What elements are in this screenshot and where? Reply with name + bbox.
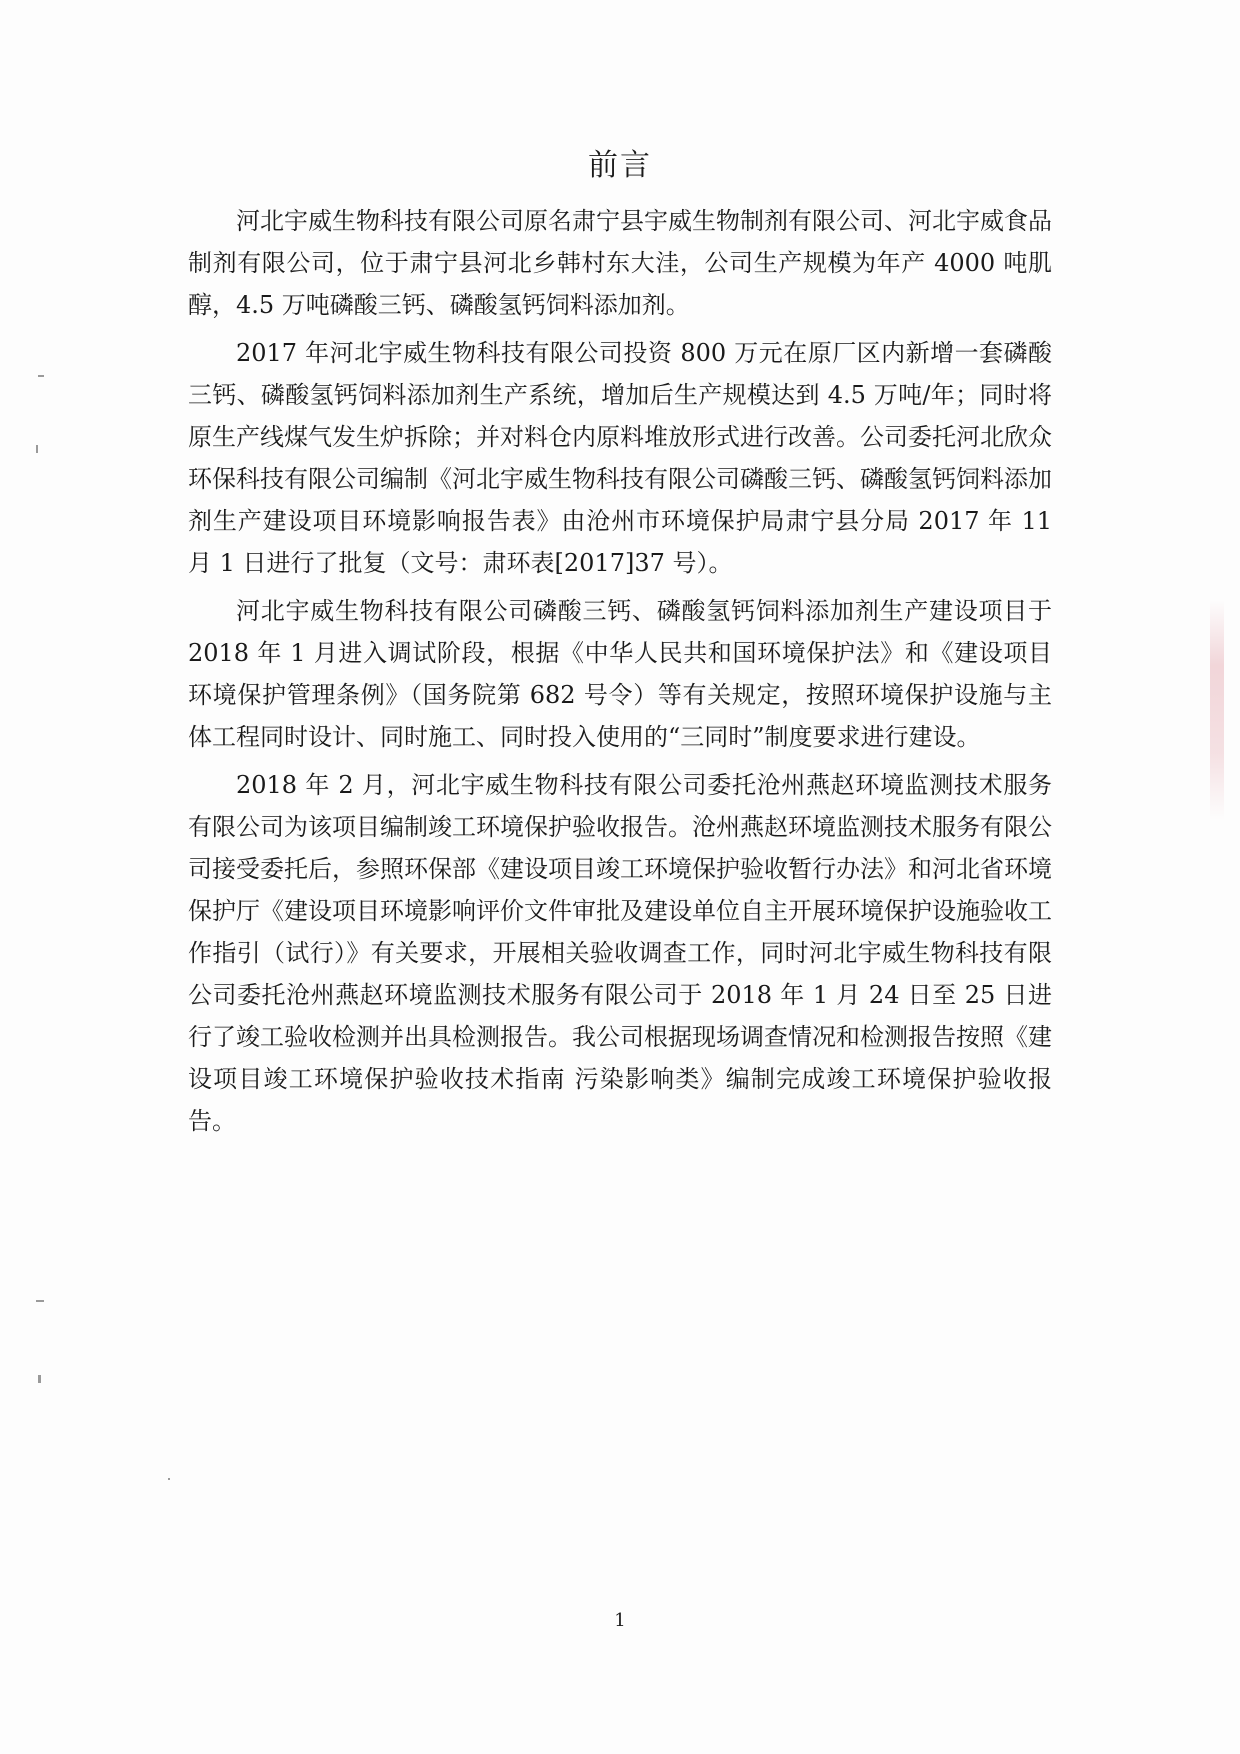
seal-edge-stain: [1210, 600, 1224, 820]
page-number: 1: [614, 1610, 626, 1631]
page-title: 前言: [588, 148, 652, 183]
paragraph-3: 河北宇威生物科技有限公司磷酸三钙、磷酸氢钙饲料添加剂生产建设项目于 2018 年 1 月进入调试阶段，根据《中华人民共和国环境保护法》和《建设项目环境保护管理条例》（国务院第 682 号令）等有关规定，按照环境保护设施与主体工程同时设计、同时施工、同时投入使用的“三同时”制度要求进行建设。: [188, 597, 1052, 751]
paragraph-2: 2017 年河北宇威生物科技有限公司投资 800 万元在原厂区内新增一套磷酸三钙、磷酸氢钙饲料添加剂生产系统，增加后生产规模达到 4.5 万吨/年；同时将原生产线煤气发生炉拆除；并对料仓内原料堆放形式进行改善。公司委托河北欣众环保科技有限公司编制《河北宇威生物科技有限公司磷酸三钙、磷酸氢钙饲料添加剂生产建设项目环境影响报告表》由沧州市环境保护局肃宁县分局 2017 年 11 月 1 日进行了批复（文号：肃环表[2017]37 号）。: [188, 339, 1052, 577]
scan-speck: [36, 445, 38, 453]
paragraph-1: 河北宇威生物科技有限公司原名肃宁县宇威生物制剂有限公司、河北宇威食品制剂有限公司，位于肃宁县河北乡韩村东大洼，公司生产规模为年产 4000 吨肌醇，4.5 万吨磷酸三钙、磷酸氢钙饲料添加剂。: [188, 207, 1052, 319]
document-body: [188, 200, 1052, 1148]
scan-speck: [168, 1478, 170, 1480]
scan-speck: [36, 1300, 44, 1302]
paragraph-4: 2018 年 2 月，河北宇威生物科技有限公司委托沧州燕赵环境监测技术服务有限公司为该项目编制竣工环境保护验收报告。沧州燕赵环境监测技术服务有限公司接受委托后，参照环保部《建设项目竣工环境保护验收暂行办法》和河北省环境保护厅《建设项目环境影响评价文件审批及建设单位自主开展环境保护设施验收工作指引（试行）》有关要求，开展相关验收调查工作，同时河北宇威生物科技有限公司委托沧州燕赵环境监测技术服务有限公司于 2018 年 1 月 24 日至 25 日进行了竣工验收检测并出具检测报告。我公司根据现场调查情况和检测报告按照《建设项目竣工环境保护验收技术指南 污染影响类》编制完成竣工环境保护验收报告。: [188, 771, 1052, 1135]
scan-speck: [38, 375, 44, 377]
scan-speck: [38, 1375, 41, 1383]
